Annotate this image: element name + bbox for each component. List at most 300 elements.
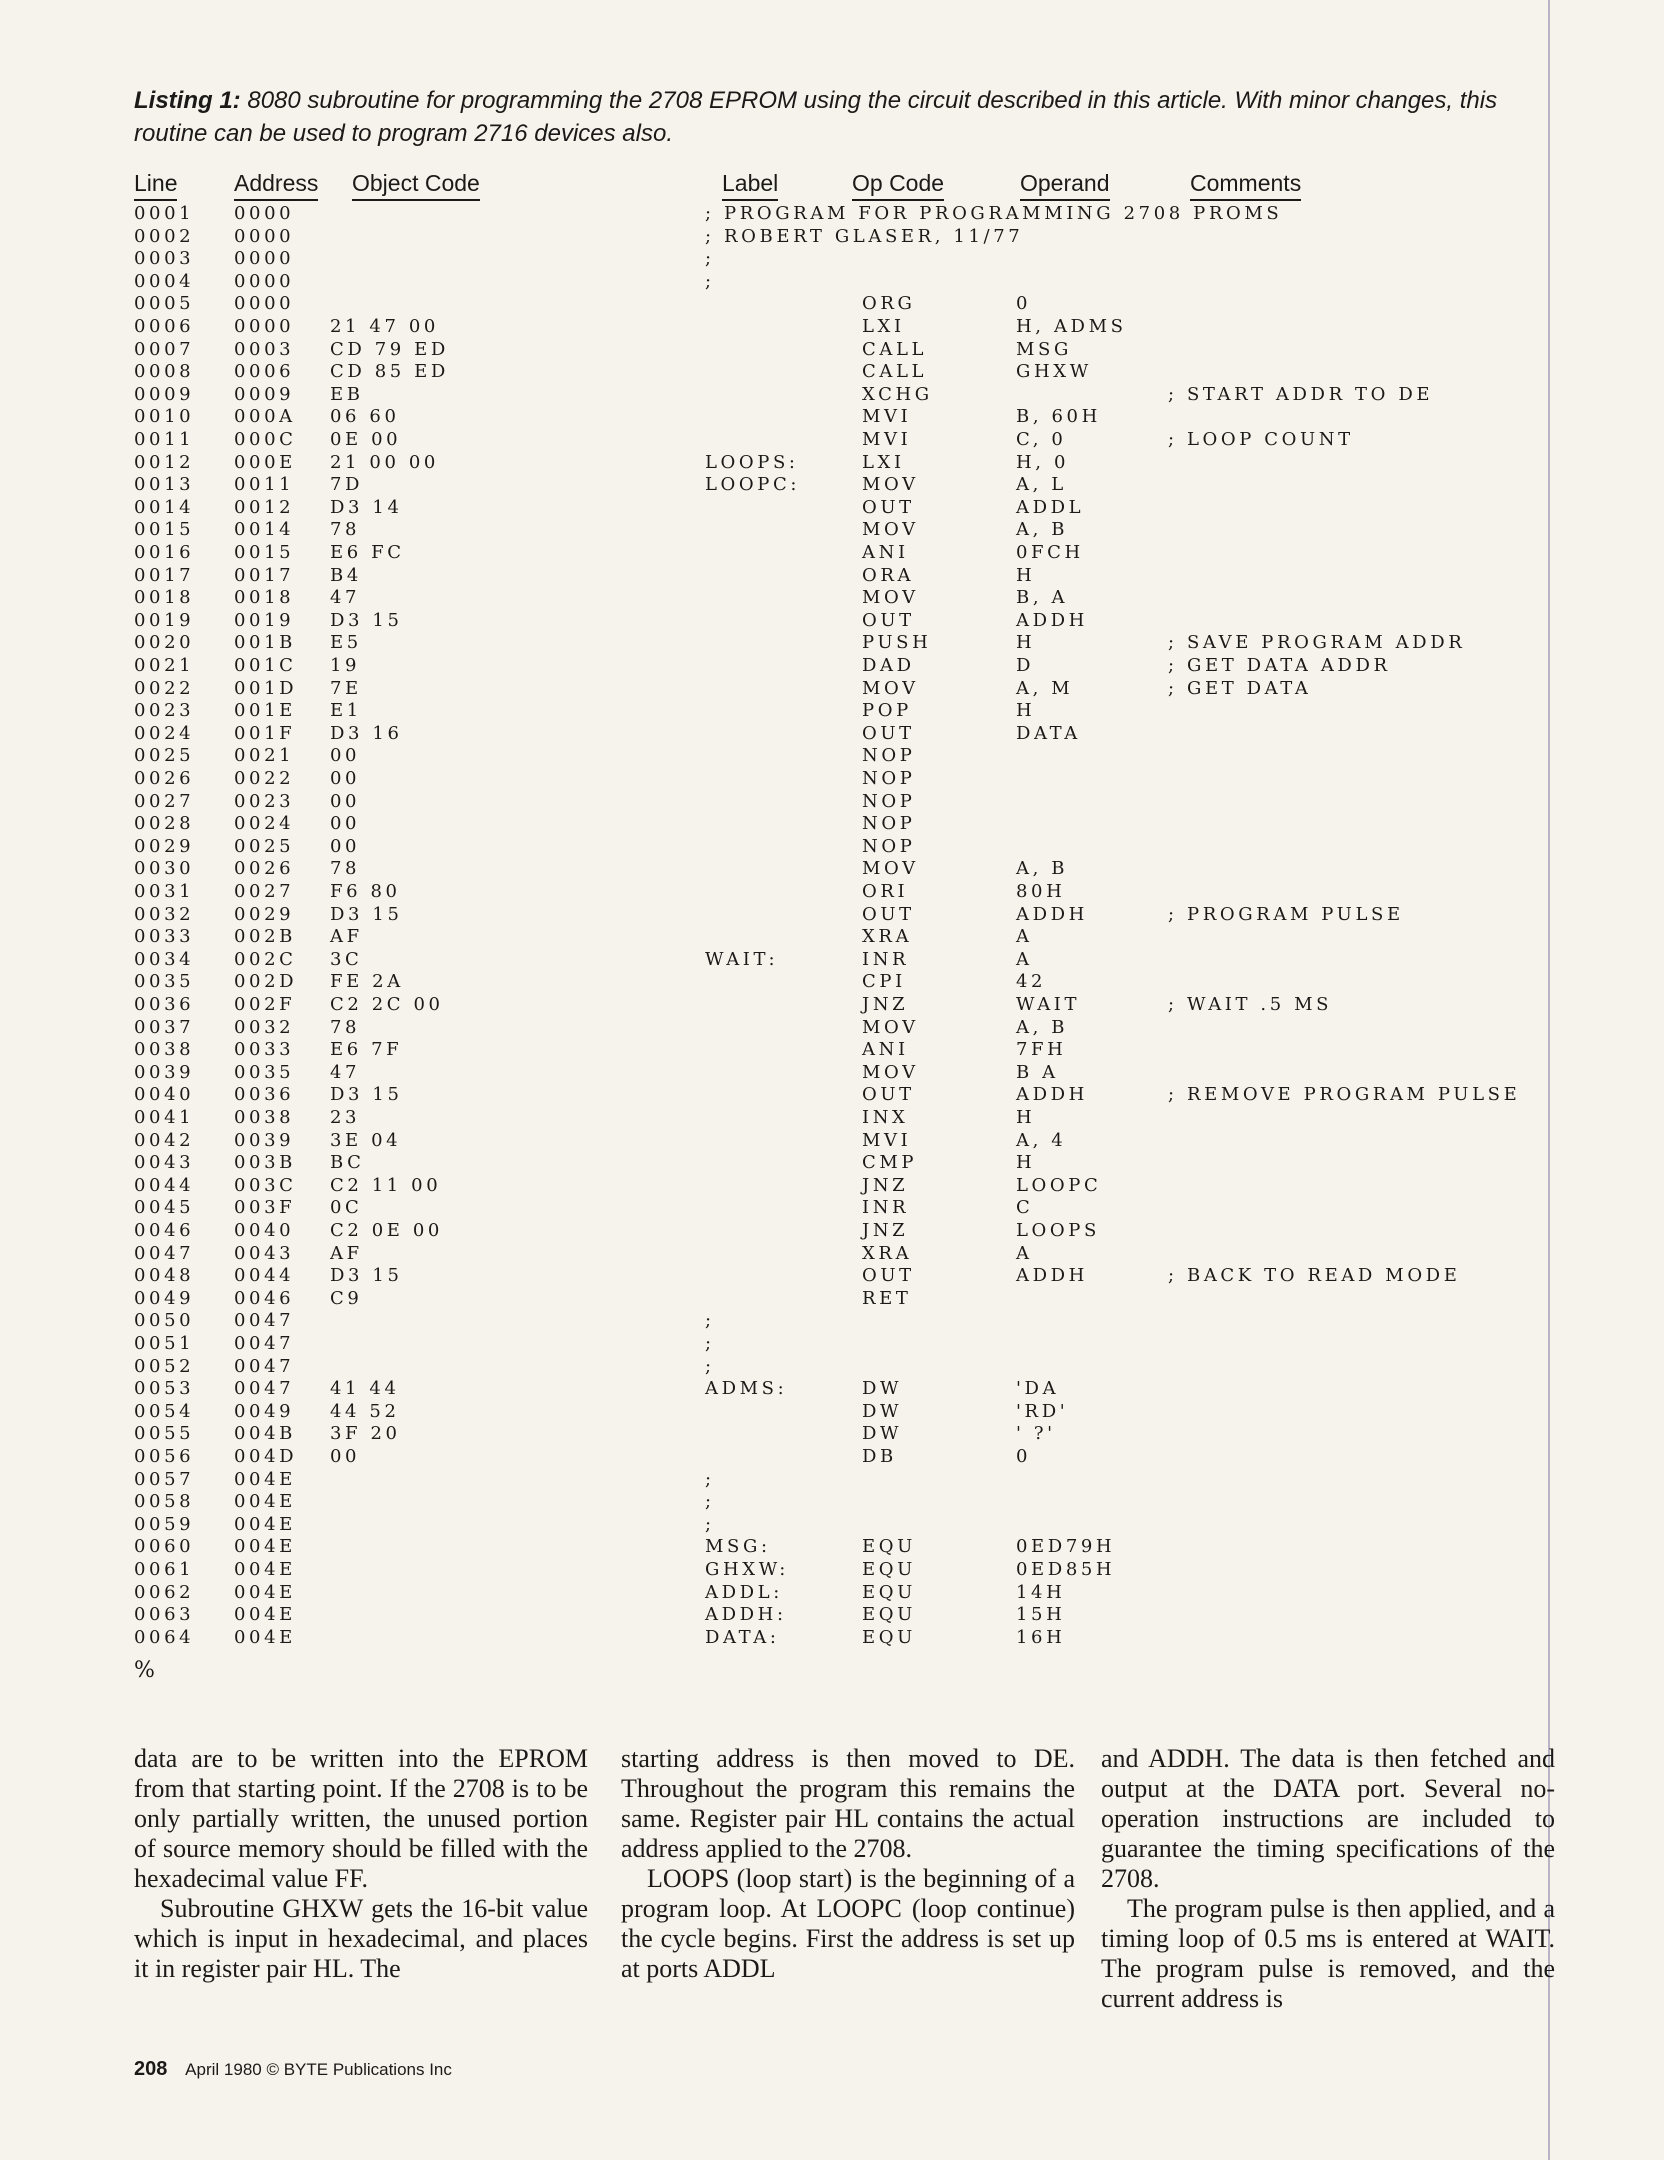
address-cell: 004E bbox=[234, 1626, 296, 1648]
line-number: 0064 bbox=[134, 1626, 195, 1648]
operand-cell: A, B bbox=[1016, 858, 1069, 880]
line-number: 0052 bbox=[134, 1355, 195, 1377]
address-cell: 002B bbox=[234, 926, 296, 948]
address-cell: 0033 bbox=[234, 1039, 295, 1061]
operand-cell: 80H bbox=[1016, 881, 1066, 902]
op-code-cell: XRA bbox=[862, 926, 913, 948]
line-number: 0030 bbox=[134, 858, 195, 880]
operand-cell: LOOPC bbox=[1016, 1174, 1102, 1196]
listing-row bbox=[0, 248, 1664, 271]
op-code-cell: MOV bbox=[862, 519, 919, 541]
listing-row bbox=[0, 768, 1664, 791]
address-cell: 001C bbox=[234, 655, 297, 676]
header-comments: Comments bbox=[1190, 170, 1301, 197]
object-code-cell: D3 14 bbox=[330, 496, 403, 518]
line-number: 0028 bbox=[134, 813, 195, 835]
listing-row bbox=[0, 1039, 1664, 1062]
body-paragraph: The program pulse is then applied, and a timing loop of 0.5 ms is entered at WAIT. The program pulse is removed, and the current address is bbox=[1101, 1894, 1555, 2013]
op-code-cell: DB bbox=[862, 1446, 897, 1467]
listing-row bbox=[0, 1333, 1664, 1356]
line-number: 0018 bbox=[134, 587, 195, 609]
address-cell: 0021 bbox=[234, 745, 295, 767]
line-number: 0058 bbox=[134, 1491, 195, 1513]
object-code-cell: 44 52 bbox=[330, 1400, 400, 1422]
label-cell: ; bbox=[705, 1310, 715, 1332]
listing-caption bbox=[134, 84, 1574, 150]
listing-row bbox=[0, 1559, 1664, 1582]
op-code-cell: JNZ bbox=[862, 1174, 909, 1196]
address-cell: 0022 bbox=[234, 768, 295, 789]
operand-cell: WAIT bbox=[1016, 994, 1081, 1015]
body-paragraph: starting address is then moved to DE. Throughout the program this remains the same. Register pair HL contains the actual address applied to the 2708. bbox=[621, 1744, 1075, 1863]
address-cell: 003C bbox=[234, 1174, 297, 1196]
address-cell: 0009 bbox=[234, 383, 295, 405]
label-cell: WAIT: bbox=[705, 948, 779, 970]
address-cell: 0040 bbox=[234, 1220, 295, 1241]
object-code-cell: 06 60 bbox=[330, 406, 400, 428]
object-code-cell: 3C bbox=[330, 948, 363, 970]
address-cell: 0018 bbox=[234, 587, 295, 609]
operand-cell: H bbox=[1016, 1152, 1036, 1174]
op-code-cell: MVI bbox=[862, 429, 912, 450]
operand-cell: 0ED85H bbox=[1016, 1559, 1116, 1580]
line-number: 0019 bbox=[134, 609, 195, 631]
operand-cell: A bbox=[1016, 948, 1033, 970]
line-number: 0054 bbox=[134, 1400, 195, 1422]
label-cell: ; bbox=[705, 1468, 715, 1490]
listing-row bbox=[0, 1582, 1664, 1605]
object-code-cell: AF bbox=[330, 926, 363, 948]
object-code-cell: 21 00 00 bbox=[330, 451, 439, 473]
op-code-cell: DAD bbox=[862, 655, 915, 676]
body-paragraph: and ADDH. The data is then fetched and output at the DATA port. Several no-operation instructions are included to guarantee the timing specifications of the 2708. bbox=[1101, 1744, 1555, 1893]
op-code-cell: EQU bbox=[862, 1536, 916, 1558]
header-operand: Operand bbox=[1020, 170, 1110, 197]
header-comment-cell: ; ROBERT GLASER, 11/77 bbox=[705, 225, 1024, 247]
address-cell: 0032 bbox=[234, 1016, 295, 1038]
caption-text: 8080 subroutine for programming the 2708 EPROM using the circuit described in this article. With minor changes, this routine can be used to program 2716 devices also. bbox=[134, 87, 1498, 147]
operand-cell: A, B bbox=[1016, 1016, 1069, 1038]
address-cell: 002D bbox=[234, 971, 298, 993]
operand-cell: 15H bbox=[1016, 1604, 1066, 1626]
line-number: 0061 bbox=[134, 1559, 195, 1580]
address-cell: 004D bbox=[234, 1446, 298, 1467]
line-number: 0026 bbox=[134, 768, 195, 789]
op-code-cell: DW bbox=[862, 1423, 903, 1445]
object-code-cell: D3 16 bbox=[330, 722, 403, 744]
address-cell: 0047 bbox=[234, 1333, 295, 1354]
label-cell: ; bbox=[705, 248, 715, 270]
object-code-cell: 21 47 00 bbox=[330, 316, 439, 337]
address-cell: 001D bbox=[234, 677, 298, 699]
address-cell: 001B bbox=[234, 632, 296, 654]
listing-row bbox=[0, 339, 1664, 362]
listing-row bbox=[0, 949, 1664, 972]
op-code-cell: NOP bbox=[862, 790, 916, 812]
listing-row bbox=[0, 226, 1664, 249]
object-code-cell: D3 15 bbox=[330, 609, 403, 631]
object-code-cell: D3 15 bbox=[330, 903, 403, 925]
comment-cell: ; BACK TO READ MODE bbox=[1168, 1265, 1461, 1287]
listing-row bbox=[0, 1446, 1664, 1469]
listing-row bbox=[0, 1401, 1664, 1424]
line-number: 0038 bbox=[134, 1039, 195, 1061]
listing-row bbox=[0, 565, 1664, 588]
operand-cell: ADDH bbox=[1016, 1265, 1088, 1287]
address-cell: 0035 bbox=[234, 1061, 295, 1083]
address-cell: 004E bbox=[234, 1559, 296, 1580]
line-number: 0016 bbox=[134, 542, 195, 563]
op-code-cell: ANI bbox=[862, 542, 909, 563]
listing-row bbox=[0, 1514, 1664, 1537]
listing-row bbox=[0, 1175, 1664, 1198]
label-cell: ADMS: bbox=[705, 1378, 788, 1400]
listing-row bbox=[0, 1107, 1664, 1130]
object-code-cell: BC bbox=[330, 1152, 365, 1174]
op-code-cell: XRA bbox=[862, 1242, 913, 1264]
listing-row bbox=[0, 1152, 1664, 1175]
op-code-cell: MOV bbox=[862, 677, 919, 699]
listing-row bbox=[0, 1356, 1664, 1379]
listing-row bbox=[0, 655, 1664, 678]
comment-cell: ; LOOP COUNT bbox=[1168, 429, 1354, 450]
line-number: 0060 bbox=[134, 1536, 195, 1558]
listing-row bbox=[0, 1220, 1664, 1243]
op-code-cell: ORG bbox=[862, 293, 916, 315]
operand-cell: 16H bbox=[1016, 1626, 1066, 1648]
operand-cell: C bbox=[1016, 1197, 1034, 1219]
body-column-3 bbox=[1101, 1744, 1555, 2014]
operand-cell: ' ?' bbox=[1016, 1423, 1056, 1445]
operand-cell: 42 bbox=[1016, 971, 1047, 993]
listing-row bbox=[0, 813, 1664, 836]
object-code-cell: CD 79 ED bbox=[330, 338, 449, 360]
op-code-cell: EQU bbox=[862, 1604, 916, 1626]
address-cell: 000E bbox=[234, 451, 296, 473]
object-code-cell: 3E 04 bbox=[330, 1129, 402, 1151]
object-code-cell: 0E 00 bbox=[330, 429, 402, 450]
object-code-cell: 41 44 bbox=[330, 1378, 400, 1400]
object-code-cell: E1 bbox=[330, 700, 362, 722]
listing-row bbox=[0, 1130, 1664, 1153]
line-number: 0022 bbox=[134, 677, 195, 699]
listing-row bbox=[0, 1197, 1664, 1220]
op-code-cell: INR bbox=[862, 948, 910, 970]
listing-row bbox=[0, 316, 1664, 339]
listing-row bbox=[0, 1423, 1664, 1446]
address-cell: 0047 bbox=[234, 1310, 295, 1332]
address-cell: 0047 bbox=[234, 1355, 295, 1377]
page-footer bbox=[134, 2058, 452, 2081]
operand-cell: MSG bbox=[1016, 338, 1072, 360]
line-number: 0055 bbox=[134, 1423, 195, 1445]
object-code-cell: 78 bbox=[330, 1016, 361, 1038]
listing-row bbox=[0, 384, 1664, 407]
object-code-cell: 78 bbox=[330, 858, 361, 880]
operand-cell: H, 0 bbox=[1016, 451, 1069, 473]
line-number: 0027 bbox=[134, 790, 195, 812]
address-cell: 0046 bbox=[234, 1287, 295, 1309]
label-cell: LOOPS: bbox=[705, 451, 799, 473]
address-cell: 000C bbox=[234, 429, 297, 450]
line-number: 0001 bbox=[134, 203, 195, 224]
address-cell: 0000 bbox=[234, 248, 295, 270]
op-code-cell: LXI bbox=[862, 316, 905, 337]
op-code-cell: POP bbox=[862, 700, 912, 722]
line-number: 0057 bbox=[134, 1468, 195, 1490]
object-code-cell: 00 bbox=[330, 835, 361, 857]
header-comment-cell: ; PROGRAM FOR PROGRAMMING 2708 PROMS bbox=[705, 203, 1283, 224]
label-cell: ADDL: bbox=[705, 1581, 783, 1603]
line-number: 0006 bbox=[134, 316, 195, 337]
object-code-cell: 3F 20 bbox=[330, 1423, 401, 1445]
line-number: 0062 bbox=[134, 1581, 195, 1603]
operand-cell: H bbox=[1016, 632, 1036, 654]
listing-row bbox=[0, 1604, 1664, 1627]
object-code-cell: AF bbox=[330, 1242, 363, 1264]
address-cell: 0036 bbox=[234, 1084, 295, 1106]
listing-row bbox=[0, 723, 1664, 746]
object-code-cell: 00 bbox=[330, 745, 361, 767]
line-number: 0024 bbox=[134, 722, 195, 744]
line-number: 0029 bbox=[134, 835, 195, 857]
address-cell: 002F bbox=[234, 994, 296, 1015]
comment-cell: ; GET DATA ADDR bbox=[1168, 655, 1391, 676]
address-cell: 0025 bbox=[234, 835, 295, 857]
object-code-cell: 47 bbox=[330, 587, 361, 609]
line-number: 0037 bbox=[134, 1016, 195, 1038]
operand-cell: A, 4 bbox=[1016, 1129, 1067, 1151]
listing-row bbox=[0, 361, 1664, 384]
label-cell: ; bbox=[705, 1333, 715, 1354]
label-cell: ; bbox=[705, 1491, 715, 1513]
operand-cell: ADDH bbox=[1016, 1084, 1088, 1106]
op-code-cell: RET bbox=[862, 1287, 912, 1309]
header-op-code: Op Code bbox=[852, 170, 944, 197]
body-column-1 bbox=[134, 1744, 588, 1984]
listing-row bbox=[0, 994, 1664, 1017]
line-number: 0012 bbox=[134, 451, 195, 473]
line-number: 0015 bbox=[134, 519, 195, 541]
line-number: 0044 bbox=[134, 1174, 195, 1196]
line-number: 0020 bbox=[134, 632, 195, 654]
op-code-cell: EQU bbox=[862, 1626, 916, 1648]
object-code-cell: D3 15 bbox=[330, 1084, 403, 1106]
listing-row bbox=[0, 406, 1664, 429]
object-code-cell: D3 15 bbox=[330, 1265, 403, 1287]
line-number: 0035 bbox=[134, 971, 195, 993]
op-code-cell: MOV bbox=[862, 1016, 919, 1038]
op-code-cell: NOP bbox=[862, 745, 916, 767]
op-code-cell: INX bbox=[862, 1107, 909, 1128]
address-cell: 0003 bbox=[234, 338, 295, 360]
listing-row bbox=[0, 610, 1664, 633]
operand-cell: A, L bbox=[1016, 474, 1067, 496]
comment-cell: ; GET DATA bbox=[1168, 677, 1312, 699]
line-number: 0050 bbox=[134, 1310, 195, 1332]
header-line: Line bbox=[134, 170, 177, 197]
line-number: 0031 bbox=[134, 881, 195, 902]
operand-cell: DATA bbox=[1016, 722, 1081, 744]
listing-row bbox=[0, 904, 1664, 927]
address-cell: 0000 bbox=[234, 316, 295, 337]
op-code-cell: NOP bbox=[862, 768, 916, 789]
op-code-cell: OUT bbox=[862, 903, 915, 925]
op-code-cell: JNZ bbox=[862, 994, 909, 1015]
op-code-cell: MVI bbox=[862, 1129, 912, 1151]
comment-cell: ; SAVE PROGRAM ADDR bbox=[1168, 632, 1466, 654]
object-code-cell: 00 bbox=[330, 813, 361, 835]
object-code-cell: 0C bbox=[330, 1197, 363, 1219]
op-code-cell: DW bbox=[862, 1400, 903, 1422]
address-cell: 0044 bbox=[234, 1265, 295, 1287]
operand-cell: A, M bbox=[1016, 677, 1074, 699]
line-number: 0003 bbox=[134, 248, 195, 270]
object-code-cell: CD 85 ED bbox=[330, 361, 449, 383]
address-cell: 0017 bbox=[234, 564, 295, 586]
line-number: 0034 bbox=[134, 948, 195, 970]
address-cell: 004E bbox=[234, 1513, 296, 1535]
line-number: 0047 bbox=[134, 1242, 195, 1264]
address-cell: 0047 bbox=[234, 1378, 295, 1400]
op-code-cell: JNZ bbox=[862, 1220, 909, 1241]
op-code-cell: INR bbox=[862, 1197, 910, 1219]
op-code-cell: OUT bbox=[862, 609, 915, 631]
op-code-cell: NOP bbox=[862, 835, 916, 857]
operand-cell: 'RD' bbox=[1016, 1400, 1069, 1422]
op-code-cell: EQU bbox=[862, 1581, 916, 1603]
object-code-cell: E6 7F bbox=[330, 1039, 403, 1061]
line-number: 0014 bbox=[134, 496, 195, 518]
object-code-cell: FE 2A bbox=[330, 971, 404, 993]
end-mark: % bbox=[134, 1658, 155, 1683]
object-code-cell: C2 2C 00 bbox=[330, 994, 444, 1015]
address-cell: 0014 bbox=[234, 519, 295, 541]
operand-cell: 0 bbox=[1016, 1446, 1032, 1467]
address-cell: 003F bbox=[234, 1197, 296, 1219]
header-object-code: Object Code bbox=[352, 170, 480, 197]
line-number: 0010 bbox=[134, 406, 195, 428]
listing-row bbox=[0, 1491, 1664, 1514]
object-code-cell: E5 bbox=[330, 632, 362, 654]
listing-row bbox=[0, 1378, 1664, 1401]
address-cell: 0043 bbox=[234, 1242, 295, 1264]
label-cell: MSG: bbox=[705, 1536, 771, 1558]
header-address: Address bbox=[234, 170, 318, 197]
operand-cell: H, ADMS bbox=[1016, 316, 1127, 337]
line-number: 0033 bbox=[134, 926, 195, 948]
object-code-cell: 7E bbox=[330, 677, 362, 699]
op-code-cell: MOV bbox=[862, 858, 919, 880]
object-code-cell: C2 11 00 bbox=[330, 1174, 442, 1196]
operand-cell: H bbox=[1016, 1107, 1036, 1128]
operand-cell: D bbox=[1016, 655, 1035, 676]
line-number: 0040 bbox=[134, 1084, 195, 1106]
label-cell: GHXW: bbox=[705, 1559, 789, 1580]
listing-row bbox=[0, 1288, 1664, 1311]
line-number: 0051 bbox=[134, 1333, 195, 1354]
op-code-cell: DW bbox=[862, 1378, 903, 1400]
line-number: 0017 bbox=[134, 564, 195, 586]
object-code-cell: B4 bbox=[330, 564, 362, 586]
address-cell: 004E bbox=[234, 1604, 296, 1626]
object-code-cell: 19 bbox=[330, 655, 361, 676]
op-code-cell: CPI bbox=[862, 971, 906, 993]
line-number: 0011 bbox=[134, 429, 195, 450]
operand-cell: 0FCH bbox=[1016, 542, 1084, 563]
object-code-cell: C2 0E 00 bbox=[330, 1220, 443, 1241]
address-cell: 0026 bbox=[234, 858, 295, 880]
listing-row bbox=[0, 791, 1664, 814]
operand-cell: B A bbox=[1016, 1061, 1059, 1083]
listing-row bbox=[0, 678, 1664, 701]
line-number: 0025 bbox=[134, 745, 195, 767]
address-cell: 001F bbox=[234, 722, 296, 744]
op-code-cell: CALL bbox=[862, 338, 928, 360]
address-cell: 004E bbox=[234, 1581, 296, 1603]
line-number: 0048 bbox=[134, 1265, 195, 1287]
header-label: Label bbox=[722, 170, 778, 197]
address-cell: 0039 bbox=[234, 1129, 295, 1151]
listing-row bbox=[0, 971, 1664, 994]
listing-row bbox=[0, 452, 1664, 475]
address-cell: 0011 bbox=[234, 474, 295, 496]
address-cell: 0049 bbox=[234, 1400, 295, 1422]
line-number: 0039 bbox=[134, 1061, 195, 1083]
line-number: 0002 bbox=[134, 225, 195, 247]
address-cell: 004E bbox=[234, 1536, 296, 1558]
line-number: 0041 bbox=[134, 1107, 195, 1128]
footer-credit: April 1980 © BYTE Publications Inc bbox=[185, 2060, 452, 2079]
op-code-cell: LXI bbox=[862, 451, 905, 473]
operand-cell: A, B bbox=[1016, 519, 1069, 541]
comment-cell: ; WAIT .5 MS bbox=[1168, 994, 1333, 1015]
listing-row bbox=[0, 542, 1664, 565]
op-code-cell: MOV bbox=[862, 1061, 919, 1083]
line-number: 0009 bbox=[134, 383, 195, 405]
listing-row bbox=[0, 1243, 1664, 1266]
op-code-cell: EQU bbox=[862, 1559, 916, 1580]
listing-row bbox=[0, 1536, 1664, 1559]
address-cell: 004B bbox=[234, 1423, 296, 1445]
op-code-cell: MVI bbox=[862, 406, 912, 428]
label-cell: ; bbox=[705, 1513, 715, 1535]
address-cell: 0000 bbox=[234, 203, 295, 224]
object-code-cell: 7D bbox=[330, 474, 364, 496]
object-code-cell: 00 bbox=[330, 768, 361, 789]
listing-row bbox=[0, 632, 1664, 655]
address-cell: 0015 bbox=[234, 542, 295, 563]
address-cell: 0000 bbox=[234, 293, 295, 315]
line-number: 0043 bbox=[134, 1152, 195, 1174]
op-code-cell: CALL bbox=[862, 361, 928, 383]
comment-cell: ; START ADDR TO DE bbox=[1168, 383, 1434, 405]
operand-cell: B, 60H bbox=[1016, 406, 1101, 428]
address-cell: 0012 bbox=[234, 496, 295, 518]
op-code-cell: OUT bbox=[862, 722, 915, 744]
address-cell: 004E bbox=[234, 1491, 296, 1513]
listing-row bbox=[0, 836, 1664, 859]
op-code-cell: ANI bbox=[862, 1039, 909, 1061]
object-code-cell: EB bbox=[330, 383, 364, 405]
op-code-cell: NOP bbox=[862, 813, 916, 835]
op-code-cell: ORA bbox=[862, 564, 915, 586]
operand-cell: 14H bbox=[1016, 1581, 1066, 1603]
line-number: 0023 bbox=[134, 700, 195, 722]
operand-cell: B, A bbox=[1016, 587, 1069, 609]
listing-row bbox=[0, 474, 1664, 497]
object-code-cell: E6 FC bbox=[330, 542, 405, 563]
